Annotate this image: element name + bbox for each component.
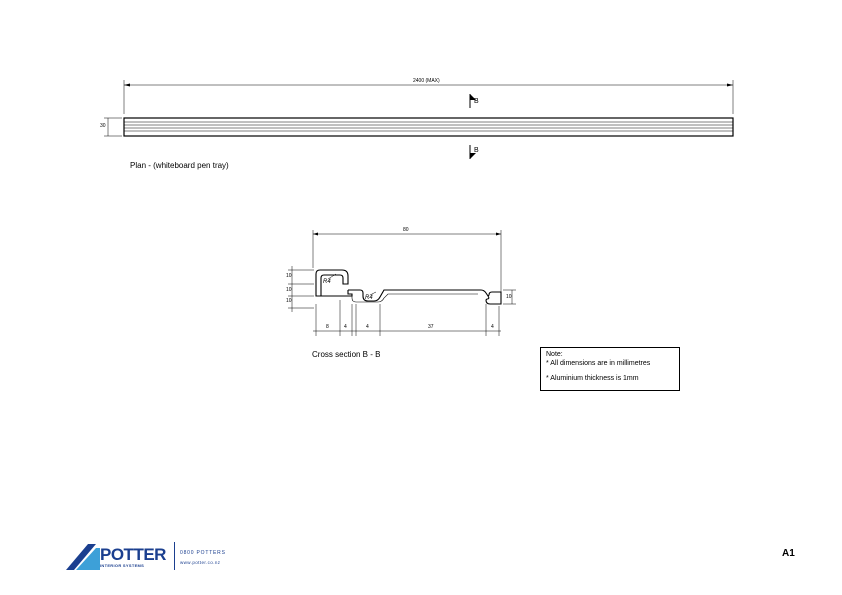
- plan-height-dimension: 30: [100, 123, 106, 129]
- section-bottom-dim-3: 4: [366, 324, 369, 330]
- brand-subtitle: INTERIOR SYSTEMS: [100, 563, 145, 568]
- plan-view: [104, 80, 733, 159]
- section-bottom-dim-2: 4: [344, 324, 347, 330]
- footer-phone: 0800 POTTERS: [180, 550, 226, 556]
- footer-divider: [174, 542, 175, 570]
- notes-box: [540, 347, 680, 391]
- plan-title: Plan - (whiteboard pen tray): [130, 161, 229, 170]
- notes-heading: Note:: [546, 351, 563, 358]
- section-marker-top: B: [474, 98, 479, 105]
- section-overall-dimension: 80: [403, 227, 409, 233]
- sheet-number: A1: [782, 548, 795, 559]
- footer-website: www.potter.co.nz: [180, 560, 221, 565]
- section-left-dim-1: 10: [286, 273, 292, 279]
- cross-section-title: Cross section B - B: [312, 350, 381, 359]
- radius-label-2: R4: [365, 295, 373, 301]
- note-line-2: * Aluminium thickness is 1mm: [546, 375, 639, 382]
- radius-label-1: R4: [323, 279, 331, 285]
- note-line-1: * All dimensions are in millimetres: [546, 360, 651, 367]
- section-marker-bottom: B: [474, 147, 479, 154]
- section-bottom-dim-1: 8: [326, 324, 329, 330]
- section-left-dim-2: 10: [286, 287, 292, 293]
- plan-overall-dimension: 2400 (MAX): [413, 78, 440, 84]
- section-right-dimension: 10: [506, 294, 512, 300]
- section-bottom-dim-4: 37: [428, 324, 434, 330]
- brand-name: POTTER: [100, 545, 166, 564]
- section-bottom-dim-5: 4: [491, 324, 494, 330]
- section-left-dim-3: 10: [286, 298, 292, 304]
